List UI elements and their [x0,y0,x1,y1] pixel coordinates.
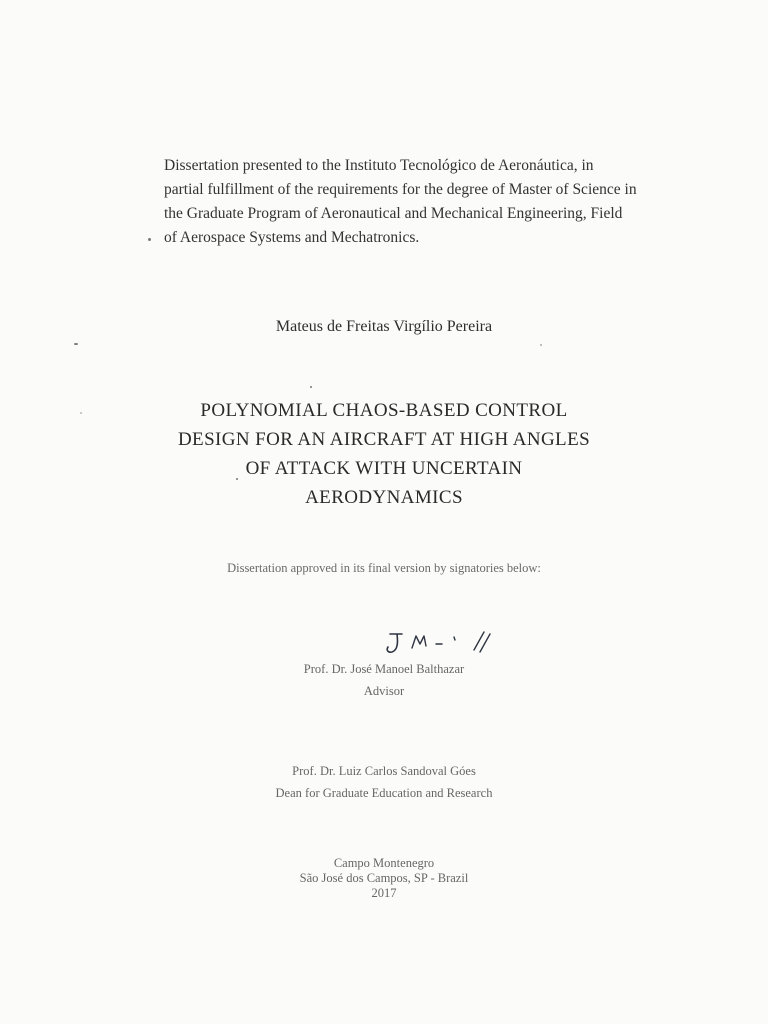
title-line: OF ATTACK WITH UNCERTAIN [245,458,523,479]
title-line: AERODYNAMICS [305,487,463,508]
advisor-signatory [0,658,768,702]
scan-speck [540,344,542,346]
dean-role: Dean for Graduate Education and Research [275,786,493,800]
dean-name: Prof. Dr. Luiz Carlos Sandoval Góes [292,764,476,778]
degree-statement-line: Dissertation presented to the Instituto Tecnológico de Aeronáutica, in [164,157,594,174]
scan-speck [80,412,82,414]
scan-speck [236,478,238,480]
degree-statement-line: the Graduate Program of Aeronautical and Mechanical Engineering, Field [164,205,623,222]
scan-speck [74,343,78,345]
advisor-role: Advisor [363,684,405,698]
degree-statement [164,154,637,250]
advisor-name: Prof. Dr. José Manoel Balthazar [303,662,465,676]
title-line: DESIGN FOR AN AIRCRAFT AT HIGH ANGLES [177,429,591,450]
degree-statement-line: of Aerospace Systems and Mechatronics. [164,229,420,246]
degree-statement-line: partial fulfillment of the requirements for the degree of Master of Science in [164,181,637,198]
location: São José dos Campos, SP - Brazil [299,871,469,885]
place-and-date [0,856,768,901]
dissertation-title [0,396,768,512]
scan-speck [310,386,312,388]
title-line: POLYNOMIAL CHAOS-BASED CONTROL [200,400,568,421]
author-name: Mateus de Freitas Virgílio Pereira [275,318,493,335]
dean-signatory [0,760,768,804]
city: Campo Montenegro [333,856,435,870]
year: 2017 [371,886,397,900]
approval-note: Dissertation approved in its final version by signatories below: [227,561,541,575]
scan-speck [148,238,151,241]
